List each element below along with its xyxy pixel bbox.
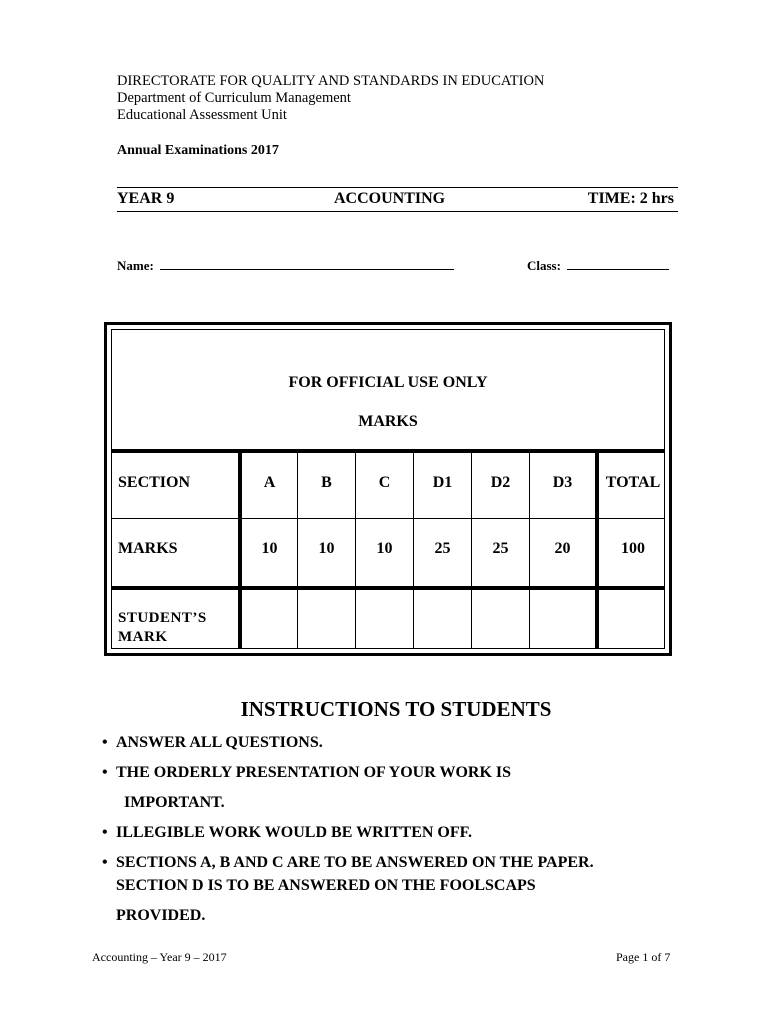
section-d3: D3 xyxy=(552,474,573,491)
bottom-rule xyxy=(117,211,678,212)
marks-total: 100 xyxy=(621,540,645,557)
instructions-list xyxy=(102,734,722,931)
instruction-item: • ANSWER ALL QUESTIONS. xyxy=(102,734,323,751)
class-blank-line[interactable] xyxy=(567,258,669,270)
student-mark-label-line1: STUDENT’S xyxy=(118,610,207,626)
table-top-line xyxy=(112,449,664,453)
unit-name: Educational Assessment Unit xyxy=(117,107,287,123)
marks-c: 10 xyxy=(376,540,393,557)
student-mark-label-line2: MARK xyxy=(118,629,168,645)
name-blank-line[interactable] xyxy=(160,258,454,270)
row-line-1 xyxy=(112,518,664,519)
marks-b: 10 xyxy=(318,540,335,557)
section-b: B xyxy=(321,474,332,491)
marks-row-label: MARKS xyxy=(118,540,178,557)
year-label: YEAR 9 xyxy=(117,190,175,207)
bullet-icon: • xyxy=(102,854,108,871)
name-label: Name: xyxy=(117,258,154,273)
footer-page-number: Page 1 of 7 xyxy=(616,950,671,964)
exam-title: Annual Examinations 2017 xyxy=(117,143,279,158)
marks-d3: 20 xyxy=(554,540,571,557)
marks-heading: MARKS xyxy=(358,413,418,430)
marks-d1: 25 xyxy=(434,540,451,557)
official-use-title: FOR OFFICIAL USE ONLY xyxy=(288,374,488,391)
instructions-title: INSTRUCTIONS TO STUDENTS xyxy=(240,697,552,721)
footer-left: Accounting – Year 9 – 2017 xyxy=(92,950,227,964)
bullet-icon: • xyxy=(102,734,108,751)
section-d2: D2 xyxy=(490,474,511,491)
class-field[interactable] xyxy=(527,258,669,274)
section-d1: D1 xyxy=(432,474,453,491)
marks-d2: 25 xyxy=(492,540,509,557)
department-name: Department of Curriculum Management xyxy=(117,90,351,106)
name-field[interactable] xyxy=(117,258,454,274)
top-rule xyxy=(117,187,678,188)
instruction-item: • ILLEGIBLE WORK WOULD BE WRITTEN OFF. xyxy=(102,824,472,841)
section-a: A xyxy=(263,474,276,491)
official-use-inner xyxy=(111,329,665,649)
section-total: TOTAL xyxy=(605,474,661,491)
section-c: C xyxy=(378,474,391,491)
instruction-item-continued: IMPORTANT. xyxy=(124,794,225,811)
bullet-icon: • xyxy=(102,764,108,781)
bullet-icon: • xyxy=(102,824,108,841)
student-mark-row-label xyxy=(118,609,207,647)
section-row-label: SECTION xyxy=(118,474,191,491)
instruction-item: • SECTIONS A, B AND C ARE TO BE ANSWERED ON THE PAPER. xyxy=(102,854,594,871)
row-line-2 xyxy=(112,586,664,590)
directorate-title: DIRECTORATE FOR QUALITY AND STANDARDS IN EDUCATION xyxy=(117,73,545,89)
class-label: Class: xyxy=(527,258,561,273)
subject-label: ACCOUNTING xyxy=(334,190,446,207)
instruction-item-continued: PROVIDED. xyxy=(116,907,206,924)
paper-info-row xyxy=(117,190,678,210)
instruction-item: • THE ORDERLY PRESENTATION OF YOUR WORK IS xyxy=(102,764,512,781)
instruction-item-continued: SECTION D IS TO BE ANSWERED ON THE FOOLSCAPS xyxy=(116,877,536,894)
marks-a: 10 xyxy=(261,540,278,557)
official-use-box xyxy=(104,322,672,656)
time-label: TIME: 2 hrs xyxy=(587,190,674,207)
